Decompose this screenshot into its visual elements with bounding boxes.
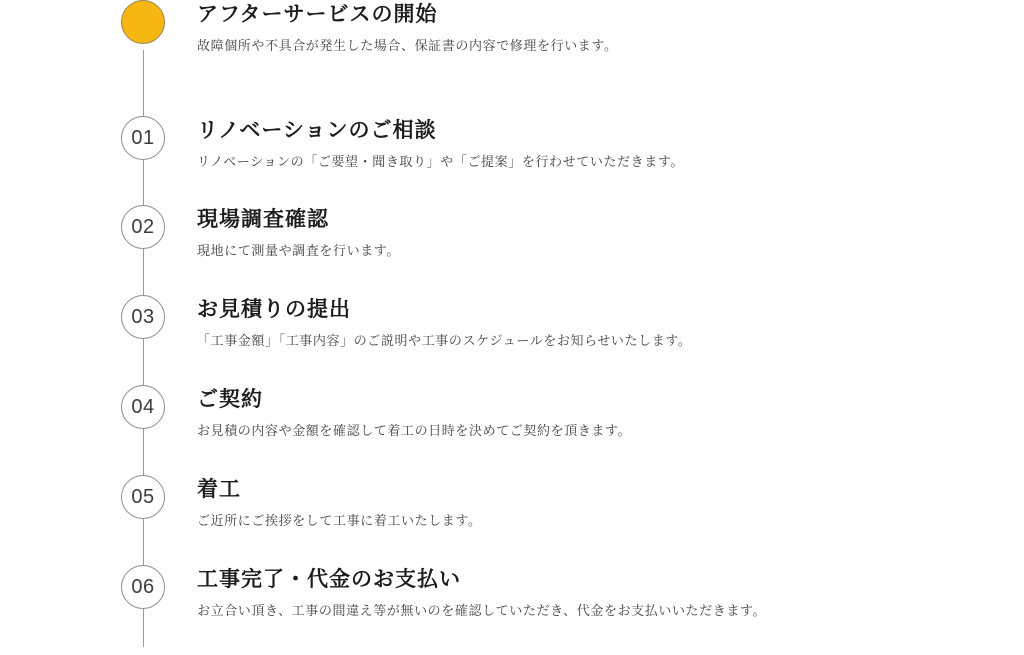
step-number: 02 (131, 215, 155, 238)
step-description: ご近所にご挨拶をして工事に着工いたします。 (197, 513, 482, 528)
step-number: 03 (131, 305, 155, 328)
step-number: 01 (131, 126, 155, 149)
timeline-step-05 (0, 475, 1024, 565)
highlighted-step-circle (121, 0, 165, 44)
step-number: 04 (131, 395, 155, 418)
timeline-step-04 (0, 385, 1024, 475)
step-title: 工事完了・代金のお支払い (197, 568, 461, 591)
step-number: 06 (131, 575, 155, 598)
step-number-circle (121, 205, 165, 249)
step-number-circle (121, 565, 165, 609)
step-description: 「工事金額」「工事内容」のご説明や工事のスケジュールをお知らせいたします。 (197, 333, 692, 348)
step-description: 故障個所や不具合が発生した場合、保証書の内容で修理を行います。 (197, 38, 618, 53)
step-number-circle (121, 385, 165, 429)
step-number-circle (121, 295, 165, 339)
timeline-step-02 (0, 205, 1024, 295)
step-description: お見積の内容や金額を確認して着工の日時を決めてご契約を頂きます。 (197, 423, 632, 438)
step-number-circle (121, 475, 165, 519)
step-content (197, 4, 618, 53)
timeline-step-06 (0, 565, 1024, 655)
step-number: 05 (131, 485, 155, 508)
step-content (197, 209, 400, 258)
timeline-step-after-service (0, 0, 1024, 90)
step-description: お立合い頂き、工事の間違え等が無いのを確認していただき、代金をお支払いいただきます。 (197, 603, 767, 618)
step-content (197, 299, 692, 348)
step-description: リノベーションの「ご要望・聞き取り」や「ご提案」を行わせていただきます。 (197, 154, 685, 169)
step-content (197, 569, 766, 618)
step-title: ご契約 (197, 388, 263, 411)
step-title: 現場調査確認 (197, 208, 329, 231)
timeline-step-03 (0, 295, 1024, 385)
timeline-step-01 (0, 116, 1024, 206)
step-description: 現地にて測量や調査を行います。 (197, 243, 400, 258)
step-content (197, 120, 684, 169)
step-title: リノベーションのご相談 (197, 119, 437, 142)
step-title: 着工 (197, 478, 241, 501)
step-title: アフターサービスの開始 (197, 3, 438, 26)
step-content (197, 479, 482, 528)
step-content (197, 389, 631, 438)
step-number-circle (121, 116, 165, 160)
step-title: お見積りの提出 (197, 298, 351, 321)
